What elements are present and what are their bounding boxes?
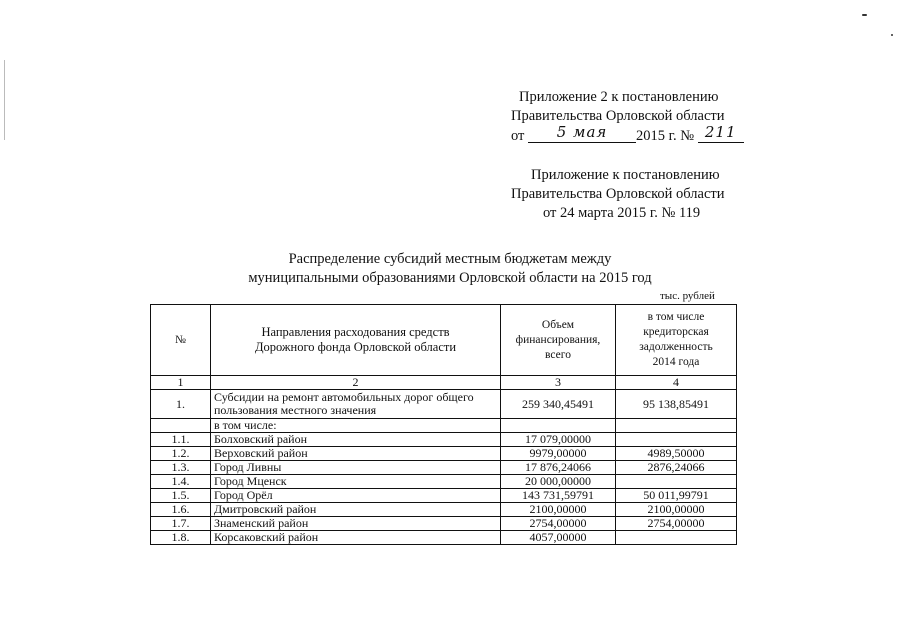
row-volume: 143 731,59791 [501, 489, 616, 503]
table-row [151, 419, 737, 433]
header-volume-line1: Объем [541, 318, 575, 331]
header-volume-line2: финансирования, [515, 333, 601, 346]
column-number: 1 [151, 376, 211, 390]
date-blank [528, 123, 636, 143]
row-debt: 2100,00000 [616, 503, 737, 517]
row-direction: Корсаковский район [211, 531, 501, 545]
header-debt [616, 305, 737, 376]
handwritten-number: 211 [704, 123, 737, 141]
appendix-previous-line2: Правительства Орловской области [511, 186, 725, 202]
row-debt: 2876,24066 [616, 461, 737, 475]
appendix-previous-block [505, 166, 765, 223]
row-volume: 17 079,00000 [501, 433, 616, 447]
row-num: 1.8. [151, 531, 211, 545]
column-number-row [151, 376, 737, 390]
row-debt: 95 138,85491 [616, 390, 737, 419]
table-row [151, 433, 737, 447]
column-number: 2 [211, 376, 501, 390]
row-volume: 17 876,24066 [501, 461, 616, 475]
row-num [151, 419, 211, 433]
units-label: тыс. рублей [660, 290, 715, 302]
row-direction: Знаменский район [211, 517, 501, 531]
title-line2: муниципальными образованиями Орловской области на 2015 год [248, 270, 652, 286]
scan-edge-line [4, 60, 5, 140]
appendix-previous-line1: Приложение к постановлению [531, 167, 720, 183]
handwritten-date: 5 мая [556, 123, 608, 141]
appendix-current-line1: Приложение 2 к постановлению [519, 89, 719, 105]
table-row [151, 503, 737, 517]
appendix-current-block [505, 88, 765, 146]
date-prefix: от [511, 128, 525, 144]
appendix-previous-line3: от 24 марта 2015 г. № 119 [543, 205, 701, 221]
number-blank [698, 123, 744, 143]
row-num: 1.2. [151, 447, 211, 461]
row-volume [501, 419, 616, 433]
title-line1: Распределение субсидий местным бюджетам между [288, 251, 612, 267]
row-direction: в том числе: [211, 419, 501, 433]
column-number: 4 [616, 376, 737, 390]
row-debt [616, 531, 737, 545]
row-direction: Город Мценск [211, 475, 501, 489]
date-year: 2015 г. № [636, 128, 695, 144]
row-direction: Дмитровский район [211, 503, 501, 517]
row-num: 1.6. [151, 503, 211, 517]
row-direction: Верховский район [211, 447, 501, 461]
row-direction: Болховский район [211, 433, 501, 447]
document-title [160, 250, 740, 288]
row-volume: 2754,00000 [501, 517, 616, 531]
header-num: № [151, 305, 211, 376]
column-number: 3 [501, 376, 616, 390]
row-debt: 4989,50000 [616, 447, 737, 461]
row-debt [616, 475, 737, 489]
header-direction-line1: Направления расходования средств [261, 325, 450, 339]
row-debt [616, 419, 737, 433]
row-volume: 2100,00000 [501, 503, 616, 517]
header-direction [211, 305, 501, 376]
appendix-current-line2: Правительства Орловской области [511, 108, 725, 124]
header-volume-line3: всего [545, 348, 571, 361]
row-debt [616, 433, 737, 447]
row-direction: Город Орёл [211, 489, 501, 503]
row-num: 1.4. [151, 475, 211, 489]
row-debt: 2754,00000 [616, 517, 737, 531]
row-num: 1.5. [151, 489, 211, 503]
table-row [151, 447, 737, 461]
table-row [151, 390, 737, 419]
row-num: 1. [151, 390, 211, 419]
header-debt-line2: кредиторская [643, 326, 709, 338]
row-num: 1.7. [151, 517, 211, 531]
row-direction: Город Ливны [211, 461, 501, 475]
scan-speck [862, 14, 867, 16]
table-row [151, 517, 737, 531]
table-row [151, 489, 737, 503]
row-volume: 259 340,45491 [501, 390, 616, 419]
row-num: 1.3. [151, 461, 211, 475]
header-debt-line1: в том числе [647, 311, 705, 323]
table-header-row [151, 305, 737, 376]
header-debt-line3: задолженность [639, 341, 713, 353]
row-volume: 20 000,00000 [501, 475, 616, 489]
subsidy-table [150, 304, 737, 545]
row-volume: 9979,00000 [501, 447, 616, 461]
table-row [151, 475, 737, 489]
header-volume [501, 305, 616, 376]
header-direction-line2: Дорожного фонда Орловской области [254, 340, 457, 354]
row-volume: 4057,00000 [501, 531, 616, 545]
appendix-current-date-line [505, 123, 765, 146]
scan-speck [891, 34, 893, 36]
row-direction: Субсидии на ремонт автомобильных дорог общего пользования местного значения [211, 390, 501, 419]
row-num: 1.1. [151, 433, 211, 447]
table-row [151, 531, 737, 545]
row-debt: 50 011,99791 [616, 489, 737, 503]
header-debt-line4: 2014 года [652, 356, 700, 368]
table-row [151, 461, 737, 475]
